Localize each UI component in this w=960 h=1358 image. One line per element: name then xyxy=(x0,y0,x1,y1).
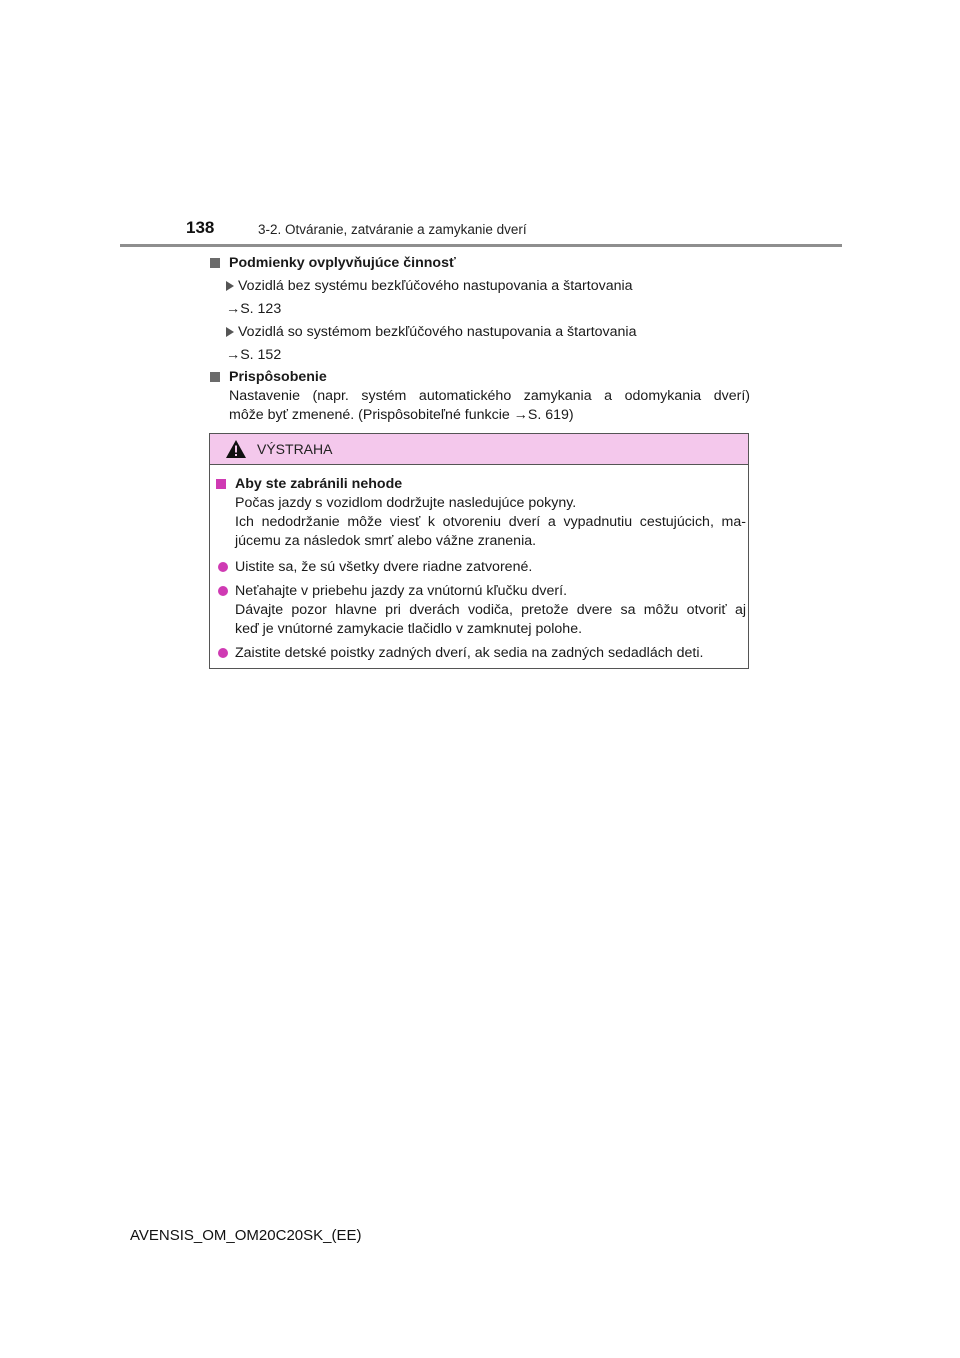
customization-line-2: môže byť zmenené. (Prispôsobiteľné funkcie →S. 619) xyxy=(229,407,574,423)
customization-heading-text: Prispôsobenie xyxy=(229,369,327,385)
customization-line-1: Nastavenie (napr. systém automatického zamykania a odomykania dverí) xyxy=(229,388,750,404)
conditions-item-1-text: Vozidlá bez systému bezkľúčového nastupovania a štartovania xyxy=(238,278,633,294)
customization-text xyxy=(210,387,750,425)
warning-box xyxy=(209,433,749,669)
conditions-heading-text: Podmienky ovplyvňujúce činnosť xyxy=(229,255,456,271)
circle-bullet-icon xyxy=(218,648,228,658)
triangle-right-icon xyxy=(226,281,234,291)
warning-bullet-2-line-3: keď je vnútorné zamykacie tlačidlo v zamknutej polohe. xyxy=(235,621,583,637)
conditions-item-2-text: Vozidlá so systémom bezkľúčového nastupovania a štartovania xyxy=(238,324,637,340)
warning-body xyxy=(216,475,746,663)
warning-bullet-2-line-2: Dávajte pozor hlavne pri dverách vodiča, pretože dvere sa môžu otvoriť aj xyxy=(235,602,746,618)
conditions-heading xyxy=(210,254,750,273)
warning-bullet-3 xyxy=(216,644,746,663)
warning-intro-line-2: Ich nedodržanie môže viesť k otvoreniu dverí a vypadnutiu cestujúcich, ma- xyxy=(235,514,746,530)
footer-doc-code: AVENSIS_OM_OM20C20SK_(EE) xyxy=(130,1227,362,1244)
warning-bullet-2 xyxy=(216,582,746,639)
square-bullet-icon xyxy=(210,258,220,268)
conditions-item-1 xyxy=(210,277,750,296)
square-bullet-icon xyxy=(216,479,226,489)
section-title: 3-2. Otváranie, zatváranie a zamykanie dverí xyxy=(258,222,527,237)
page-number: 138 xyxy=(186,218,215,237)
circle-bullet-icon xyxy=(218,562,228,572)
circle-bullet-icon xyxy=(218,586,228,596)
conditions-item-2-ref[interactable]: →S. 152 xyxy=(226,347,282,363)
main-content xyxy=(210,254,750,425)
warning-title: VÝSTRAHA xyxy=(257,441,333,457)
conditions-item-1-ref[interactable]: →S. 123 xyxy=(226,301,282,317)
conditions-item-2 xyxy=(210,323,750,342)
warning-header xyxy=(210,434,748,465)
customization-heading xyxy=(210,368,750,387)
triangle-right-icon xyxy=(226,327,234,337)
warning-heading-text: Aby ste zabránili nehode xyxy=(235,476,403,492)
warning-bullet-2-line-1: Neťahajte v priebehu jazdy za vnútornú kľučku dverí. xyxy=(235,583,568,599)
header-rule xyxy=(120,244,842,247)
warning-intro xyxy=(216,494,746,551)
warning-intro-line-1: Počas jazdy s vozidlom dodržujte nasledujúce pokyny. xyxy=(235,495,577,511)
warning-intro-line-3: júcemu za následok smrť alebo vážne zranenia. xyxy=(235,533,537,549)
warning-bullet-3-text: Zaistite detské poistky zadných dverí, ak sedia na zadných sedadlách deti. xyxy=(235,645,704,661)
warning-heading xyxy=(216,475,746,494)
warning-bullet-1-text: Uistite sa, že sú všetky dvere riadne zatvorené. xyxy=(235,559,533,575)
warning-bullet-1 xyxy=(216,558,746,577)
warning-triangle-icon xyxy=(225,439,247,459)
square-bullet-icon xyxy=(210,372,220,382)
